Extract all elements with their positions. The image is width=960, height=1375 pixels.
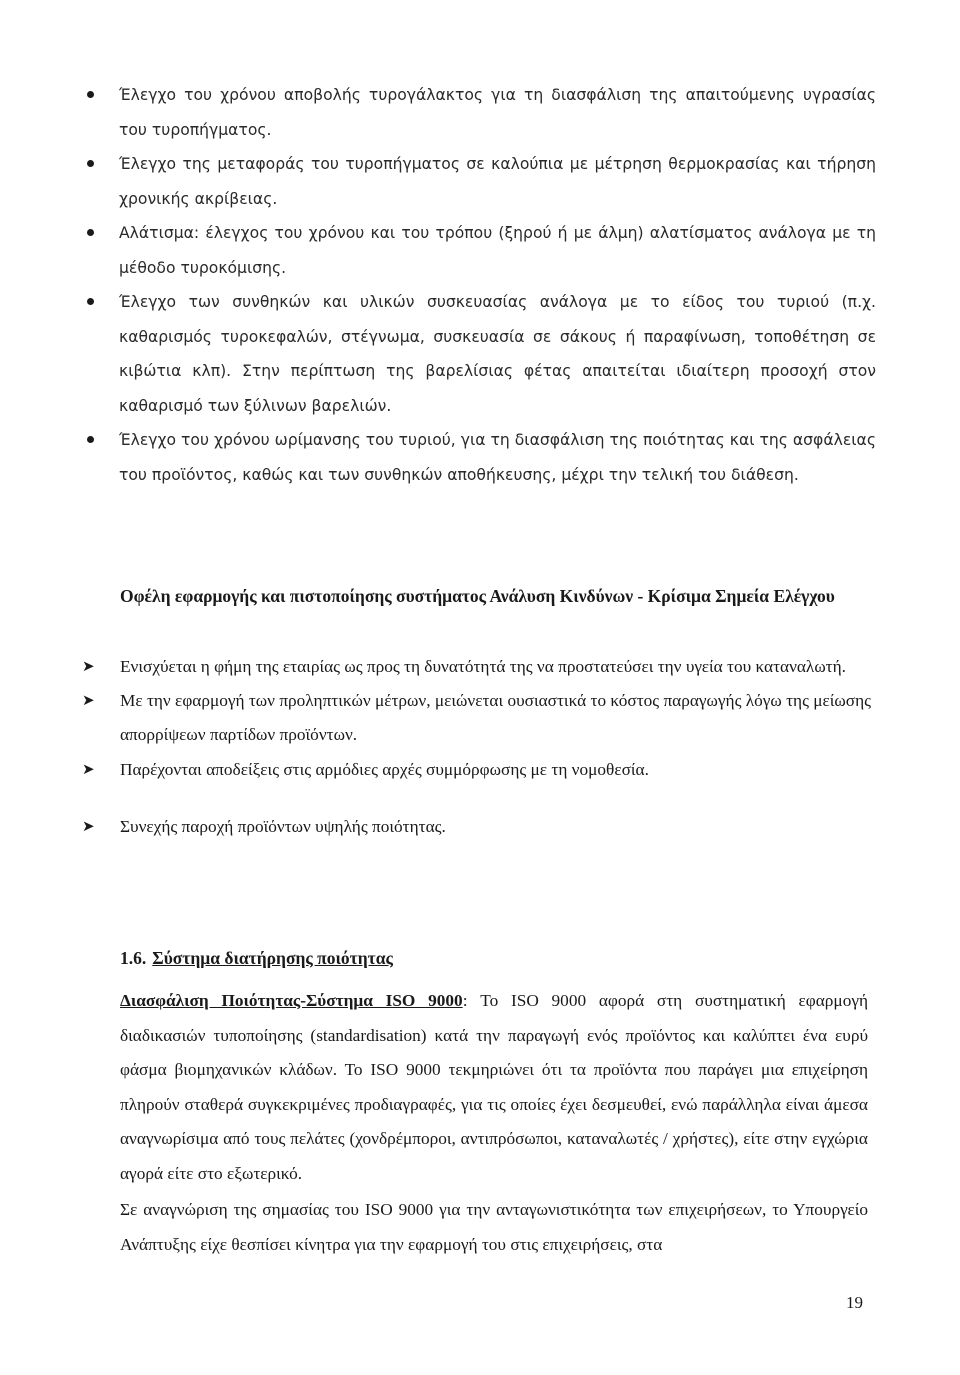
page-number: 19	[846, 1293, 863, 1312]
list-item	[86, 216, 876, 285]
iso-paragraph-2: Σε αναγνώριση της σημασίας του ISO 9000 για την ανταγωνιστικότητα των επιχειρήσεων, το Υπουργείο Ανάπτυξης είχε θεσπίσει κίνητρα για την εφαρμογή του στις επιχειρήσεις, στα	[120, 1200, 868, 1254]
list-item-text: Έλεγχο του χρόνου αποβολής τυρογάλακτος για τη διασφάλιση της απαιτούμενης υγρασίας του τυροπήγματος.	[119, 86, 876, 139]
benefits-heading: Οφέλη εφαρμογής και πιστοποίησης συστήματος Ανάλυση Κινδύνων - Κρίσιμα Σημεία Ελέγχου	[120, 586, 835, 606]
list-item-text: Έλεγχο της μεταφοράς του τυροπήγματος σε καλούπια με μέτρηση θερμοκρασίας και τήρηση χρονικής ακρίβειας.	[119, 155, 876, 208]
bullet-icon	[87, 160, 94, 167]
list-item	[82, 753, 872, 787]
arrow-bullet-icon: ➤	[82, 819, 95, 835]
arrow-bullet-icon: ➤	[82, 762, 95, 778]
bullet-icon	[87, 91, 94, 98]
section-number: 1.6.	[120, 948, 147, 968]
list-item	[86, 147, 876, 216]
list-item-text: Έλεγχο των συνθηκών και υλικών συσκευασίας ανάλογα με το είδος του τυριού (π.χ. καθαρισμός τυροκεφαλών, στέγνωμα, συσκευασία σε σάκους ή παραφίνωση, τοποθέτηση σε κιβώτια κλπ). Στην περίπτωση της βαρελίσιας φέτας απαιτείται ιδιαίτερη προσοχή στον καθαρισμό των ξύλινων βαρελιών.	[119, 293, 876, 415]
arrow-bullet-icon: ➤	[82, 693, 95, 709]
list-item-text: Παρέχονται αποδείξεις στις αρμόδιες αρχές συμμόρφωσης με τη νομοθεσία.	[120, 760, 649, 779]
section-title-text: Σύστημα διατήρησης ποιότητας	[152, 948, 393, 968]
list-item	[86, 423, 876, 492]
list-item-text: Συνεχής παροχή προϊόντων υψηλής ποιότητας.	[120, 817, 446, 836]
list-item	[86, 285, 876, 423]
list-item-text: Ενισχύεται η φήμη της εταιρίας ως προς τη δυνατότητά της να προστατεύσει την υγεία του καταναλωτή.	[120, 657, 846, 676]
arrow-bullet-icon: ➤	[82, 659, 95, 675]
bullet-icon	[87, 298, 94, 305]
iso-paragraph	[120, 984, 868, 1191]
list-item	[86, 78, 876, 147]
list-item	[82, 810, 872, 844]
iso-paragraph-text: : Το ISO 9000 αφορά στη συστηματική εφαρμογή διαδικασιών τυποποίησης (standardisation) κατά την παραγωγή ενός προϊόντος και καλύπτει ένα ευρύ φάσμα βιομηχανικών κλάδων. Το ISO 9000 τεκμηριώνει ότι τα προϊόντα που παράγει μια επιχείρηση πληρούν σταθερά συγκεκριμένες προδιαγραφές, για τις οποίες έχει δεσμευθεί, ενώ παράλληλα είναι άμεσα αναγνωρίσιμα από τους πελάτες (χονδρέμποροι, αντιπρόσωποι, καταναλωτές / χρήστες), είτε στην εγχώρια αγορά είτε στο εξωτερικό.	[120, 991, 869, 1183]
process-control-list	[86, 78, 876, 492]
section-title	[120, 948, 393, 969]
list-item-text: Αλάτισμα: έλεγχος του χρόνου και του τρόπου (ξηρού ή με άλμη) αλατίσματος ανάλογα με τη μέθοδο τυροκόμισης.	[119, 224, 876, 277]
list-item	[82, 684, 872, 752]
bullet-icon	[87, 436, 94, 443]
list-item	[82, 650, 872, 684]
list-item-text: Έλεγχο του χρόνου ωρίμανσης του τυριού, για τη διασφάλιση της ποιότητας και της ασφάλειας του προϊόντος, καθώς και των συνθηκών αποθήκευσης, μέχρι την τελική του διάθεση.	[119, 431, 876, 484]
list-item-text: Με την εφαρμογή των προληπτικών μέτρων, μειώνεται ουσιαστικά το κόστος παραγωγής λόγω της μείωσης απορρίψεων παρτίδων προϊόντων.	[120, 691, 871, 744]
bullet-icon	[87, 229, 94, 236]
benefits-list	[82, 650, 872, 844]
iso-lead: Διασφάλιση Ποιότητας-Σύστημα ISO 9000	[120, 991, 463, 1010]
